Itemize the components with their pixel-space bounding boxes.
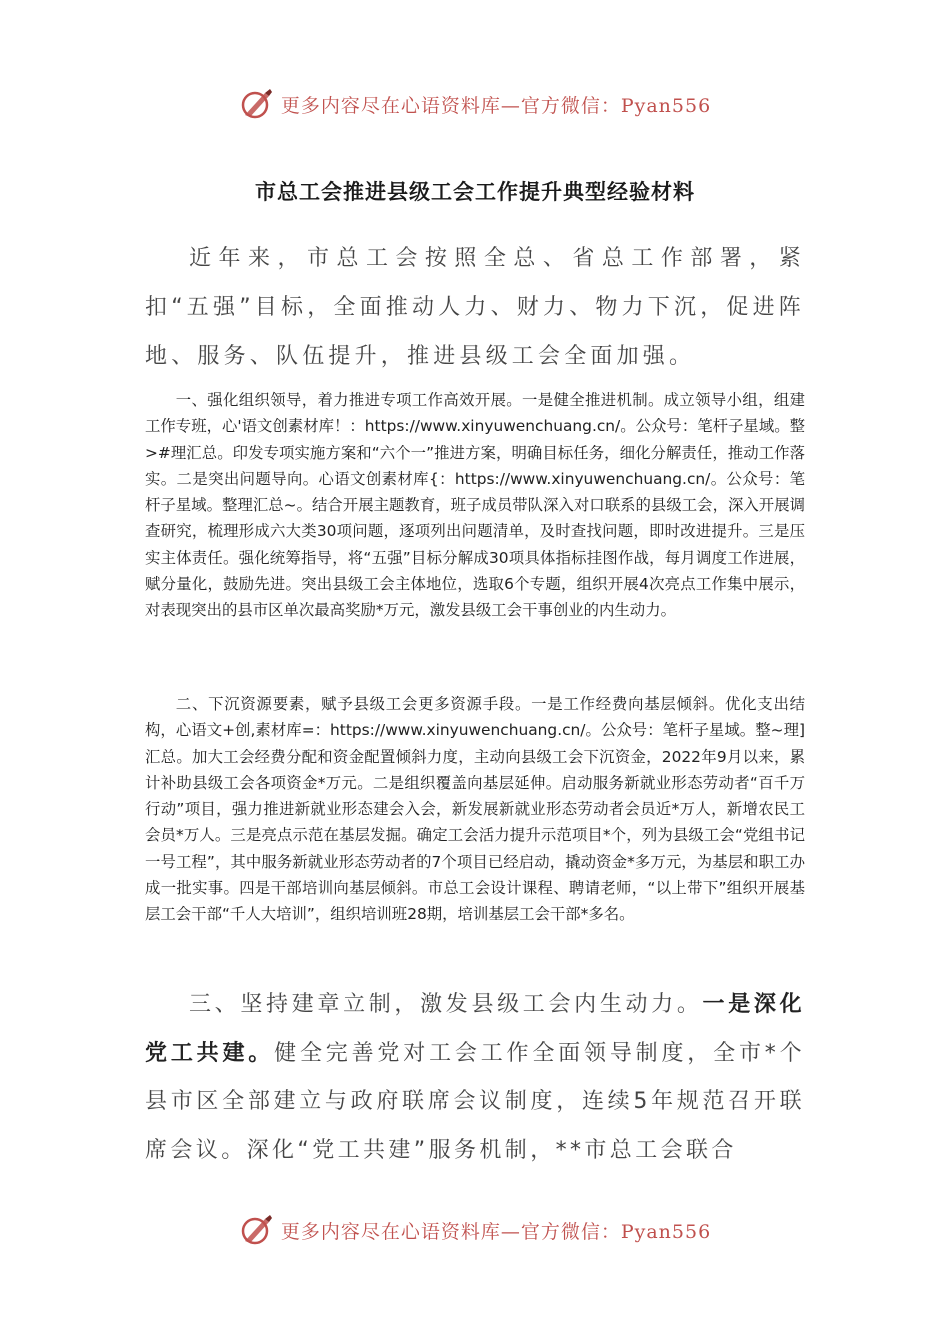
section-3-bold-phrase: 一是深化党工共建。 bbox=[145, 992, 805, 1066]
section-3-lead: 三、坚持建章立制，激发县级工会内生动力。 bbox=[189, 992, 703, 1017]
document-title: 市总工会推进县级工会工作提升典型经验材料 bbox=[255, 180, 695, 204]
section-3-body: 健全完善党对工会工作全面领导制度，全市*个县市区全部建立与政府联席会议制度，连续5年规范召开联席会议。深化“党工共建”服务机制，**市总工会联合 bbox=[145, 1040, 805, 1163]
watermark-banner-top bbox=[0, 84, 950, 124]
pen-circle-logo-icon bbox=[239, 1213, 273, 1247]
watermark-text: 更多内容尽在心语资料库—官方微信：Pyan556 bbox=[280, 94, 712, 117]
watermark-banner-bottom bbox=[0, 1210, 950, 1250]
intro-paragraph: 近年来，市总工会按照全总、省总工作部署，紧扣“五强”目标，全面推动人力、财力、物力下沉，促进阵地、服务、队伍提升，推进县级工会全面加强。 bbox=[145, 246, 805, 369]
section-1-paragraph: 一、强化组织领导，着力推进专项工作高效开展。一是健全推进机制。成立领导小组，组建工作专班，心'语文创素材库！：https://www.xinyuwenchuang.cn/。公众号：笔杆子星域。整>#理汇总。印发专项实施方案和“六个一”推进方案，明确目标任务，细化分解责任，推动工作落实。二是突出问题导向。心语文创素材库{：https://www.xinyuwenchuang.cn/。公众号：笔杆子星域。整理汇总~。结合开展主题教育，班子成员带队深入对口联系的县级工会，深入开展调查研究，梳理形成六大类30项问题，逐项列出问题清单，及时查找问题，即时改进提升。三是压实主体责任。强化统筹指导，将“五强”目标分解成30项具体指标挂图作战，每月调度工作进展，赋分量化，鼓励先进。突出县级工会主体地位，选取6个专题，组织开展4次亮点工作集中展示，对表现突出的县市区单次最高奖励*万元，激发县级工会干事创业的内生动力。 bbox=[145, 391, 805, 620]
pen-circle-logo-icon bbox=[239, 87, 273, 121]
watermark-text: 更多内容尽在心语资料库—官方微信：Pyan556 bbox=[280, 1220, 712, 1243]
section-2-paragraph: 二、下沉资源要素，赋予县级工会更多资源手段。一是工作经费向基层倾斜。优化支出结构，心语文+创,素材库=：https://www.xinyuwenchuang.cn/。公众号：笔杆子星域。整~理]汇总。加大工会经费分配和资金配置倾斜力度，主动向县级工会下沉资金，2022年9月以来，累计补助县级工会各项资金*万元。二是组织覆盖向基层延伸。启动服务新就业形态劳动者“百千万行动”项目，强力推进新就业形态建会入会，新发展新就业形态劳动者会员近*万人，新增农民工会员*万人。三是亮点示范在基层发掘。确定工会活力提升示范项目*个，列为县级工会“党组书记一号工程”，其中服务新就业形态劳动者的7个项目已经启动，撬动资金*多万元，为基层和职工办成一批实事。四是干部培训向基层倾斜。市总工会设计课程、聘请老师，“以上带下”组织开展基层工会干部“千人大培训”，组织培训班28期，培训基层工会干部*多名。 bbox=[145, 695, 805, 924]
section-3-paragraph bbox=[145, 981, 805, 1175]
